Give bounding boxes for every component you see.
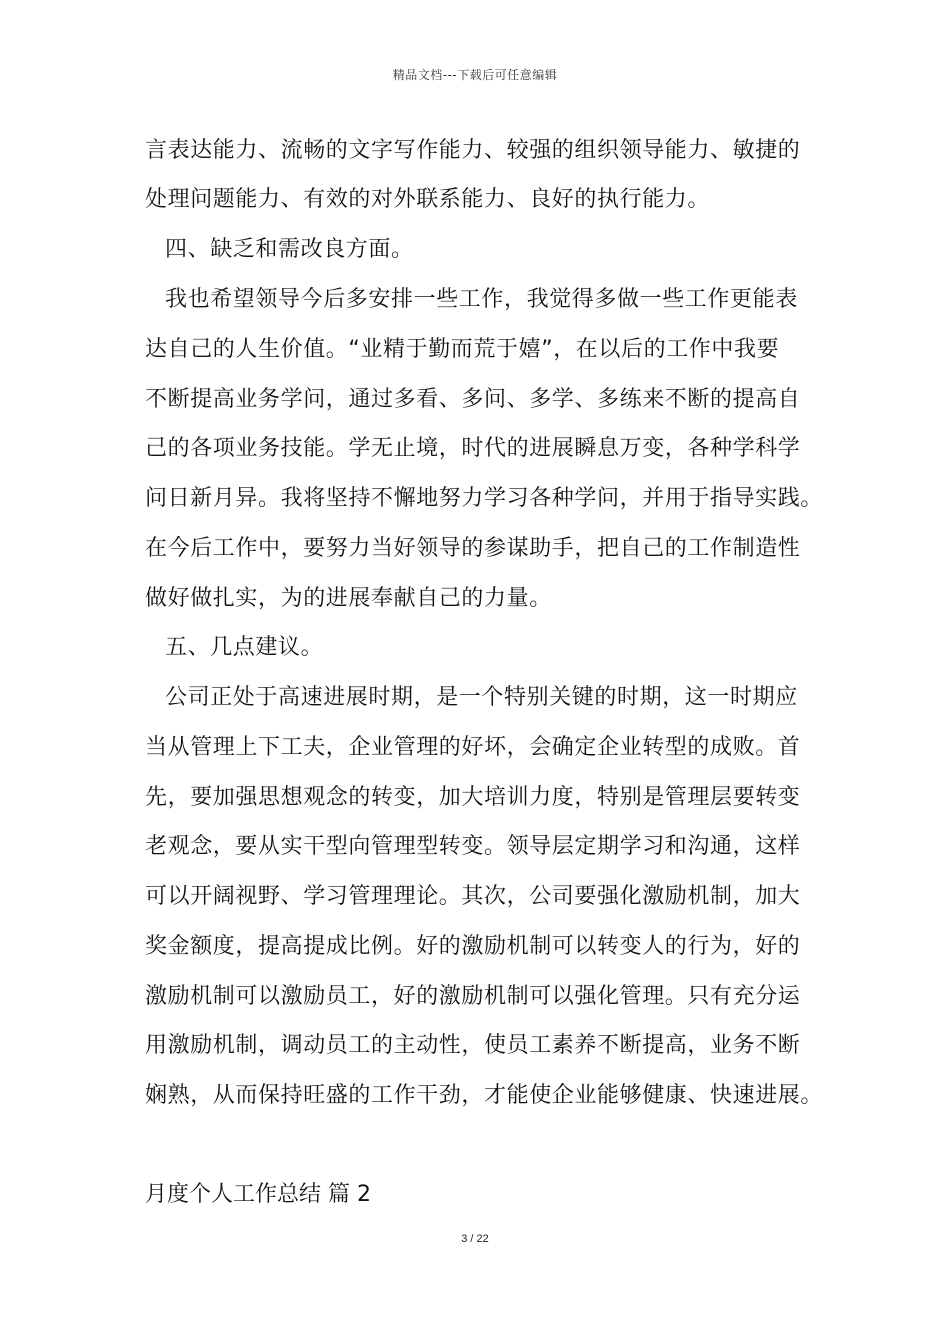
body-line: 当从管理上下工夫，企业管理的好坏，会确定企业转型的成败。首 <box>145 735 801 760</box>
body-line: 公司正处于高速进展时期，是一个特别关键的时期，这一时期应 <box>165 685 798 710</box>
body-line: 做好做扎实，为的进展奉献自己的力量。 <box>145 586 552 611</box>
body-line: 激励机制可以激励员工，好的激励机制可以强化管理。只有充分运 <box>145 984 801 1009</box>
body-line: 用激励机制，调动员工的主动性，使员工素养不断提高，业务不断 <box>145 1033 801 1058</box>
body-line: 达自己的人生价值。“业精于勤而荒于嬉”，在以后的工作中我要 <box>145 337 780 362</box>
section-heading: 五、几点建议。 <box>165 635 324 660</box>
body-line: 奖金额度，提高提成比例。好的激励机制可以转变人的行为，好的 <box>145 934 801 959</box>
page-number: 3 / 22 <box>461 1233 489 1245</box>
body-line: 可以开阔视野、学习管理理论。其次，公司要强化激励机制，加大 <box>145 884 801 909</box>
section-title: 月度个人工作总结 篇 2 <box>145 1182 371 1207</box>
body-line: 娴熟，从而保持旺盛的工作干劲，才能使企业能够健康、快速进展。 <box>145 1083 824 1108</box>
body-line: 先，要加强思想观念的转变，加大培训力度，特别是管理层要转变 <box>145 785 801 810</box>
body-line: 我也希望领导今后多安排一些工作，我觉得多做一些工作更能表 <box>165 287 798 312</box>
document-header: 精品文档---下载后可任意编辑 <box>392 68 558 82</box>
body-line: 问日新月异。我将坚持不懈地努力学习各种学问，并用于指导实践。 <box>145 486 824 511</box>
body-line: 己的各项业务技能。学无止境，时代的进展瞬息万变，各种学科学 <box>145 436 801 461</box>
section-heading: 四、缺乏和需改良方面。 <box>165 237 414 262</box>
body-line: 不断提高业务学问，通过多看、多问、多学、多练来不断的提高自 <box>145 387 801 412</box>
body-line: 在今后工作中，要努力当好领导的参谋助手，把自己的工作制造性 <box>145 536 801 561</box>
body-line: 言表达能力、流畅的文字写作能力、较强的组织领导能力、敏捷的 <box>145 138 801 163</box>
body-line: 处理问题能力、有效的对外联系能力、良好的执行能力。 <box>145 187 711 212</box>
body-line: 老观念，要从实干型向管理型转变。领导层定期学习和沟通，这样 <box>145 834 801 859</box>
